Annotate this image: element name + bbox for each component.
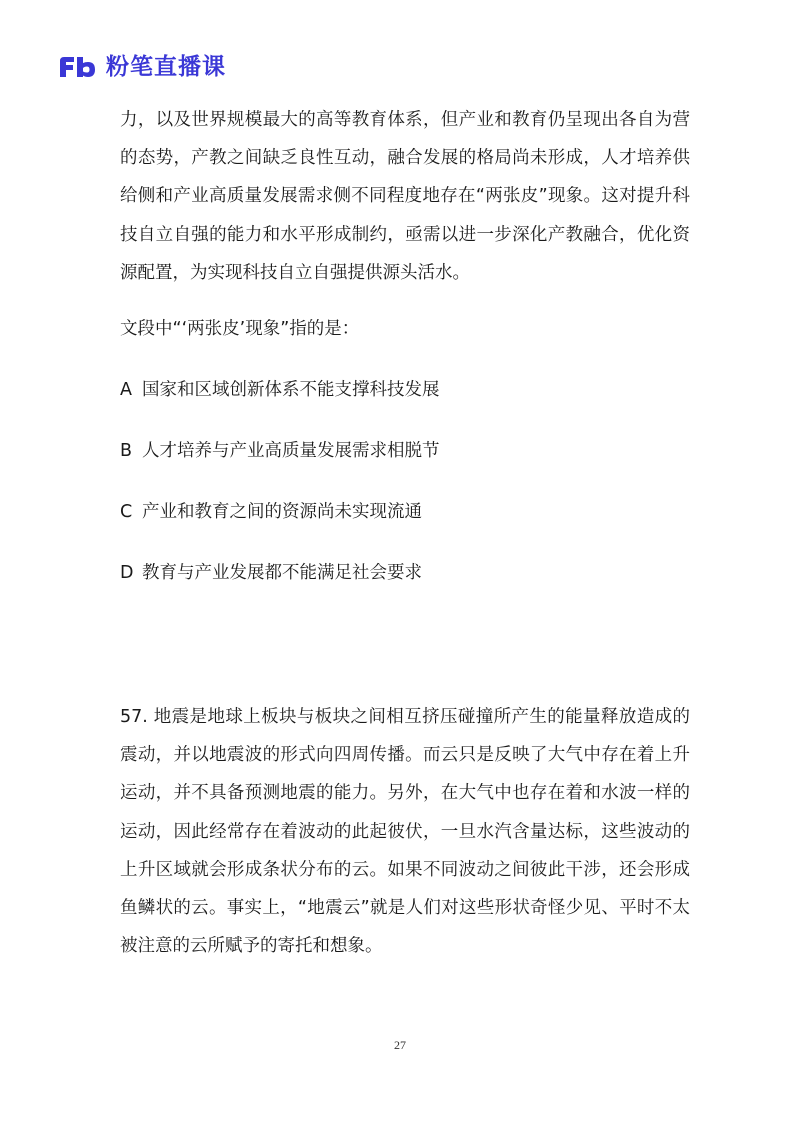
page-header: [58, 52, 226, 82]
passage-text: 力，以及世界规模最大的高等教育体系，但产业和教育仍呈现出各自为营的态势，产教之间缺乏良性互动，融合发展的格局尚未形成，人才培养供给侧和产业高质量发展需求侧不同程度地存在“两张皮”现象。这对提升科技自立自强的能力和水平形成制约，亟需以进一步深化产教融合，优化资源配置，为实现科技自立自强提供源头活水。: [120, 110, 690, 283]
page-number: 27: [394, 1038, 406, 1052]
option-text: 产业和教育之间的资源尚未实现流通: [142, 502, 422, 523]
option-text: 教育与产业发展都不能满足社会要求: [142, 563, 422, 584]
option-b: [120, 436, 690, 466]
option-c: [120, 497, 690, 527]
answer-options: [120, 375, 690, 588]
option-text: 国家和区域创新体系不能支撑科技发展: [142, 380, 440, 401]
question-stem: 文段中“‘两张皮’现象”指的是：: [120, 319, 360, 340]
option-text: 人才培养与产业高质量发展需求相脱节: [142, 441, 440, 462]
fb-logo-icon: [58, 55, 98, 79]
option-d: [120, 558, 690, 588]
option-letter: A: [120, 380, 132, 401]
option-letter: B: [120, 441, 133, 462]
option-a: [120, 375, 690, 405]
question-56-block: [120, 101, 690, 619]
option-letter: C: [120, 502, 133, 523]
question-57-text: 57. 地震是地球上板块与板块之间相互挤压碰撞所产生的能量释放造成的震动，并以地震波的形式向四周传播。而云只是反映了大气中存在着上升运动，并不具备预测地震的能力。另外，在大气中也存在着和水波一样的运动，因此经常存在着波动的此起彼伏，一旦水汽含量达标，这些波动的上升区域就会形成条状分布的云。如果不同波动之间彼此干涉，还会形成鱼鳞状的云。事实上，“地震云”就是人们对这些形状奇怪少见、平时不太被注意的云所赋予的寄托和想象。: [120, 707, 690, 957]
option-letter: D: [120, 563, 134, 584]
brand-name: 粉笔直播课: [106, 54, 226, 80]
